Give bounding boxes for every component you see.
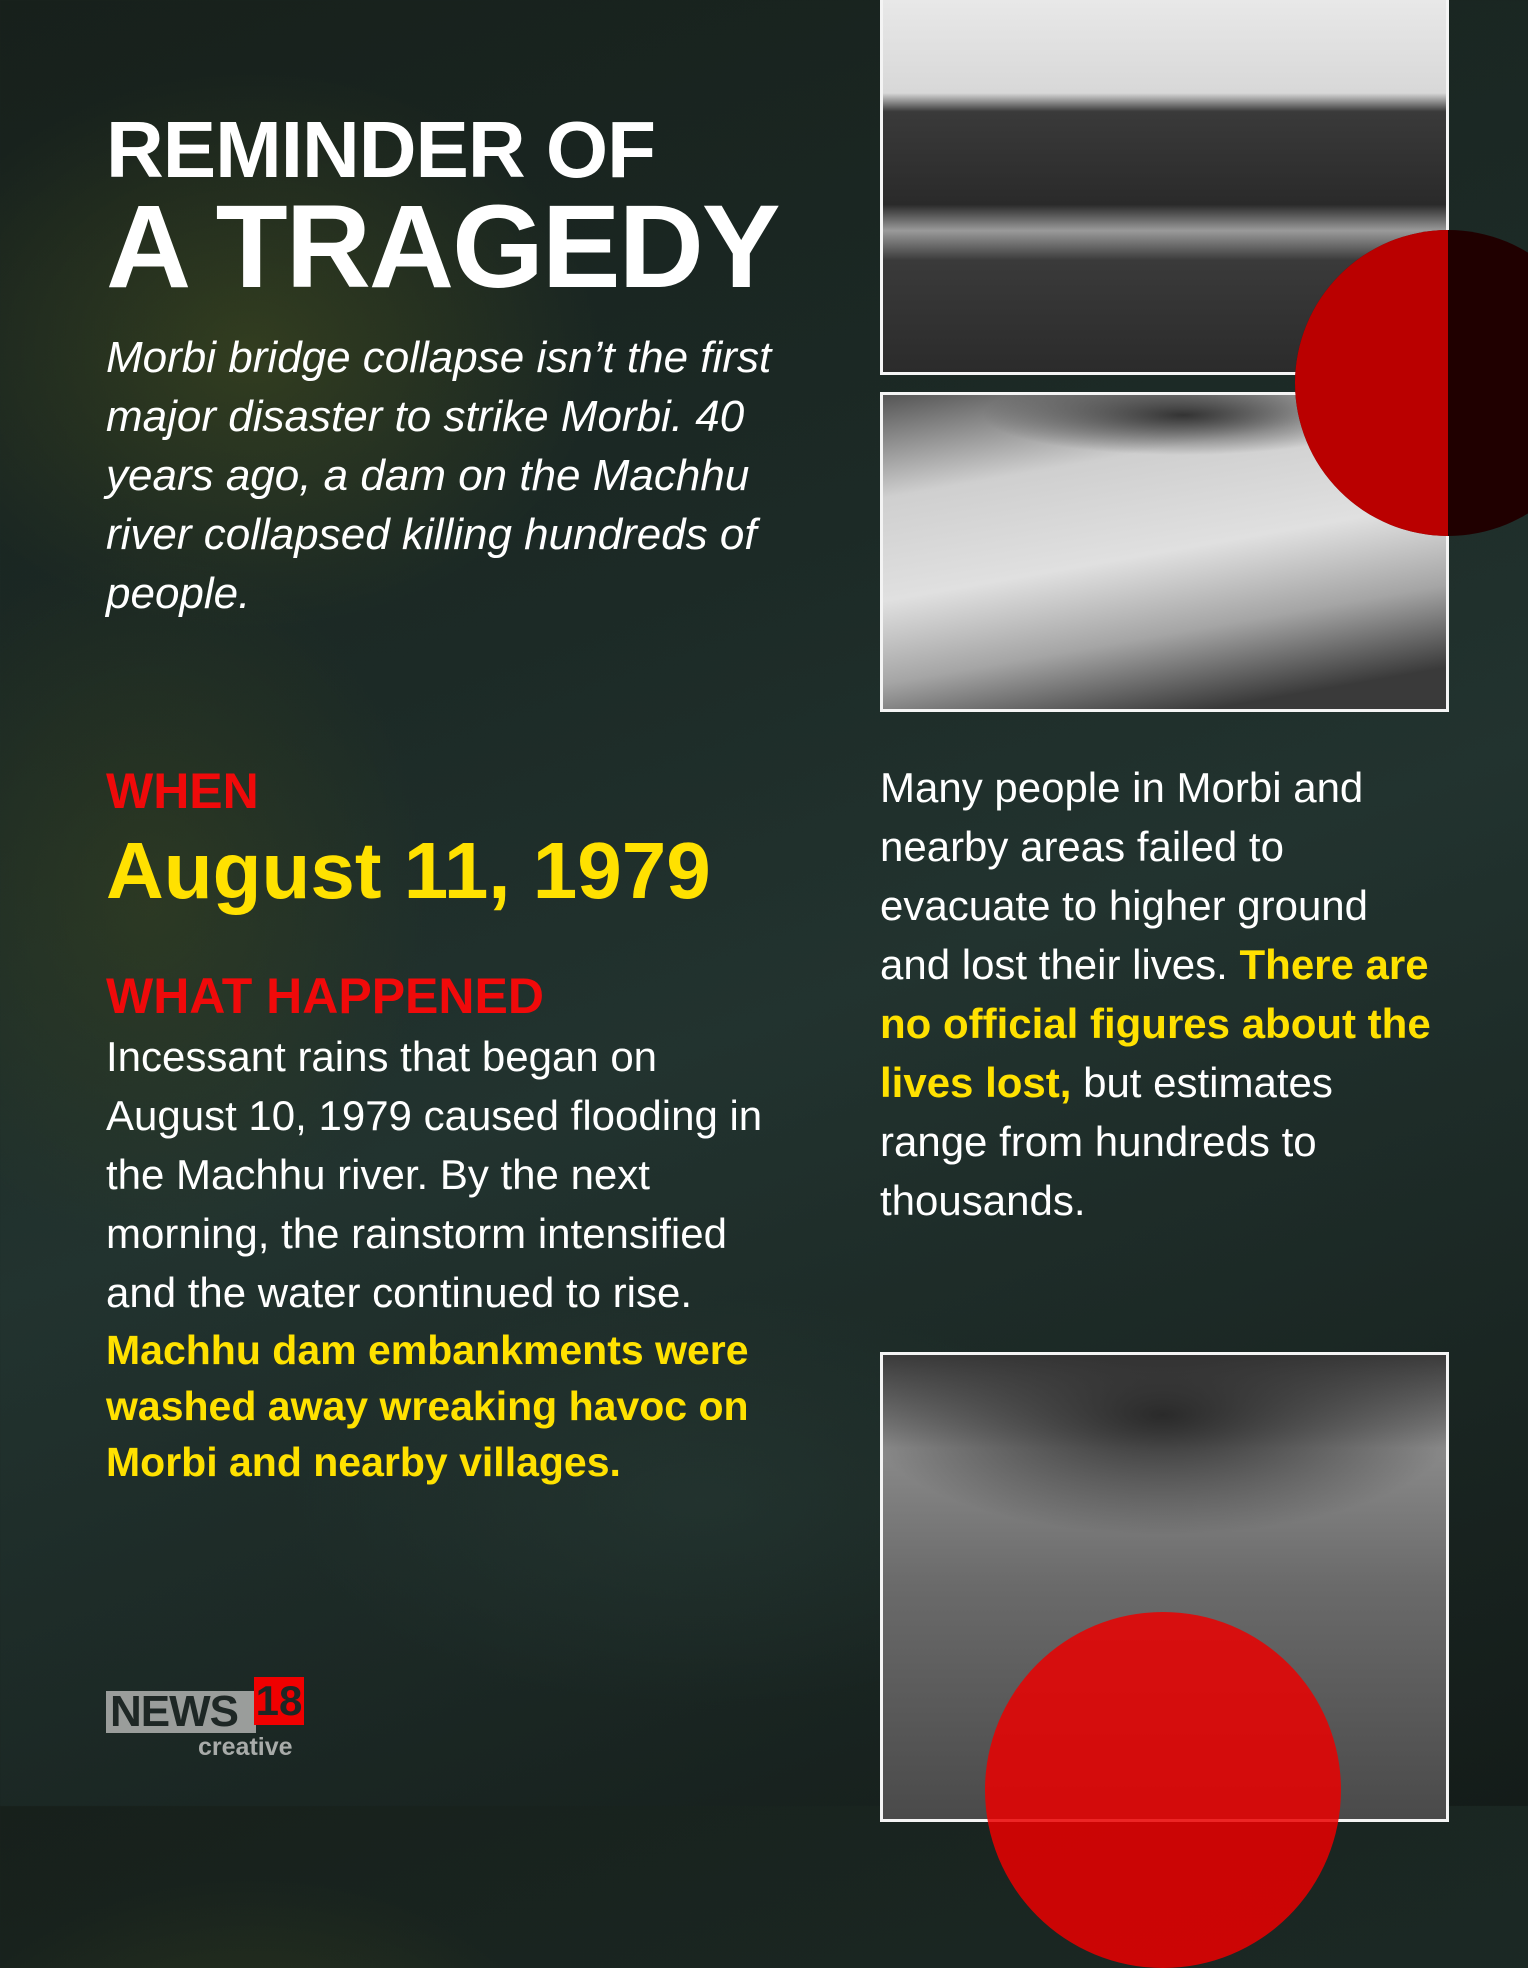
right-highlight: There are no official figures about the lives lost, bbox=[880, 941, 1431, 1106]
when-label: WHEN bbox=[106, 763, 259, 819]
what-happened-body: Incessant rains that began on August 10, 1979 caused flooding in the Machhu river. By the next morning, the rainstorm intensified and the water continued to rise. bbox=[106, 1033, 763, 1316]
right-text-1: Many people in Morbi and nearby areas failed to evacuate to higher ground and lost their lives. bbox=[880, 764, 1369, 988]
title-line-1: REMINDER OF bbox=[106, 105, 655, 194]
title-line-2: A TRAGEDY bbox=[106, 181, 779, 313]
intro-text: Morbi bridge collapse isn’t the first major disaster to strike Morbi. 40 years ago, a dam on the Machhu river collapsed killing hundreds of people. bbox=[106, 333, 772, 618]
decorative-red-circle-bottom bbox=[985, 1612, 1341, 1968]
right-column-text bbox=[880, 758, 1440, 1230]
what-happened-label: WHAT HAPPENED bbox=[106, 968, 544, 1024]
logo-18: 18 bbox=[255, 1677, 303, 1724]
news18-creative-logo bbox=[106, 1675, 306, 1760]
event-date: August 11, 1979 bbox=[106, 826, 711, 915]
what-happened-highlight: Machhu dam embankments were washed away wreaking havoc on Morbi and nearby villages. bbox=[106, 1327, 749, 1485]
right-text-2: but estimates range from hundreds to thousands. bbox=[880, 1059, 1333, 1224]
logo-news: NEWS bbox=[106, 1691, 256, 1733]
logo-creative: creative bbox=[198, 1733, 293, 1761]
what-happened-text bbox=[106, 1027, 766, 1490]
